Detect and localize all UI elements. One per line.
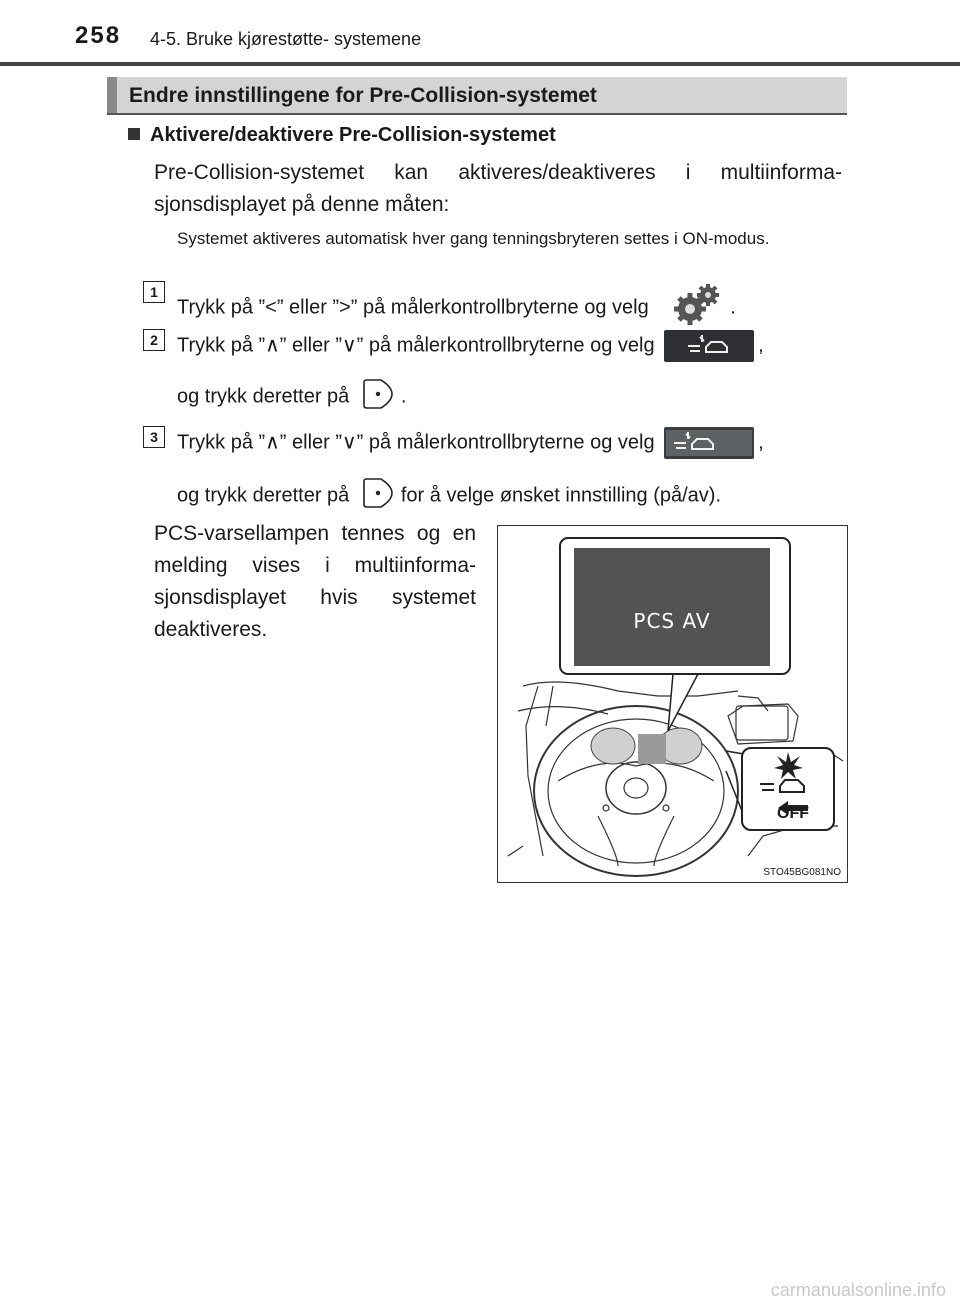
step-text-part: for å velge ønsket innstilling (på/av). <box>400 484 722 507</box>
up-arrow-symbol: ∧ <box>265 431 280 454</box>
step-text-part: Trykk på ” <box>177 296 266 319</box>
subsection-heading <box>128 124 556 147</box>
section-accent <box>107 77 117 113</box>
step-text-part: ” på målerkontrollbryterne og velg <box>356 431 655 454</box>
chapter-title: 4-5. Bruke kjørestøtte- systemene <box>150 29 422 49</box>
step-number-3: 3 <box>143 426 165 448</box>
left-arrow-symbol: < <box>265 296 277 319</box>
step-3-text <box>177 427 764 459</box>
enter-button-icon <box>361 377 395 417</box>
down-arrow-symbol: ∨ <box>342 334 357 357</box>
step-number-1: 1 <box>143 281 165 303</box>
step-text-part: , <box>758 334 764 357</box>
figure-code: STO45BG081NO <box>763 867 841 878</box>
down-arrow-symbol: ∨ <box>342 431 357 454</box>
note-paragraph: Systemet aktiveres automatisk hver gang tenningsbryteren settes i ON-modus. <box>177 229 770 248</box>
pcs-off-label: OFF <box>777 805 809 822</box>
step-text-part: ” på målerkontrollbryterne og velg <box>350 296 649 319</box>
display-message: PCS AV <box>633 609 711 633</box>
settings-gears-icon <box>668 283 724 333</box>
step-text-part: ” eller ” <box>279 334 343 357</box>
step-2-text <box>177 330 764 362</box>
step-1-text <box>177 283 736 333</box>
watermark: carmanualsonline.info <box>770 1280 946 1300</box>
step-3-text-line2 <box>177 476 721 516</box>
step-text-part: . <box>730 296 736 319</box>
display-screen <box>574 548 770 666</box>
warning-paragraph: PCS-varsellampen tennes og en melding vises i multiinforma-sjonsdisplayet hvis systemet deaktiveres. <box>154 522 476 641</box>
section-title: Endre innstillingene for Pre-Collision-systemet <box>129 84 597 107</box>
step-text-part: Trykk på ” <box>177 431 266 454</box>
step-text-part: , <box>758 431 764 454</box>
step-text-part: ” eller ” <box>276 296 340 319</box>
dashboard-illustration <box>497 525 848 883</box>
right-arrow-symbol: > <box>339 296 351 319</box>
pcs-display-icon <box>664 330 754 362</box>
subsection-title: Aktivere/deaktivere Pre-Collision-systemet <box>150 124 556 146</box>
step-number-2: 2 <box>143 329 165 351</box>
section-heading-bar <box>107 77 847 113</box>
intro-paragraph: Pre-Collision-systemet kan aktiveres/deaktiveres i multiinforma-sjonsdisplayet på denne måten: <box>154 161 842 216</box>
step-text-part: ” eller ” <box>279 431 343 454</box>
step-text-part: og trykk deretter på <box>177 484 350 507</box>
page-number: 258 <box>75 22 122 49</box>
step-2-text-line2 <box>177 377 406 417</box>
step-text-part: . <box>400 385 407 408</box>
step-text-part: og trykk deretter på <box>177 385 350 408</box>
step-text-part: ” på målerkontrollbryterne og velg <box>356 334 655 357</box>
header-divider <box>0 62 960 66</box>
section-divider <box>107 113 847 115</box>
up-arrow-symbol: ∧ <box>265 334 280 357</box>
pcs-display-icon-highlighted <box>664 427 754 459</box>
square-bullet-icon <box>128 128 140 140</box>
enter-button-icon <box>361 476 395 516</box>
step-text-part: Trykk på ” <box>177 334 266 357</box>
